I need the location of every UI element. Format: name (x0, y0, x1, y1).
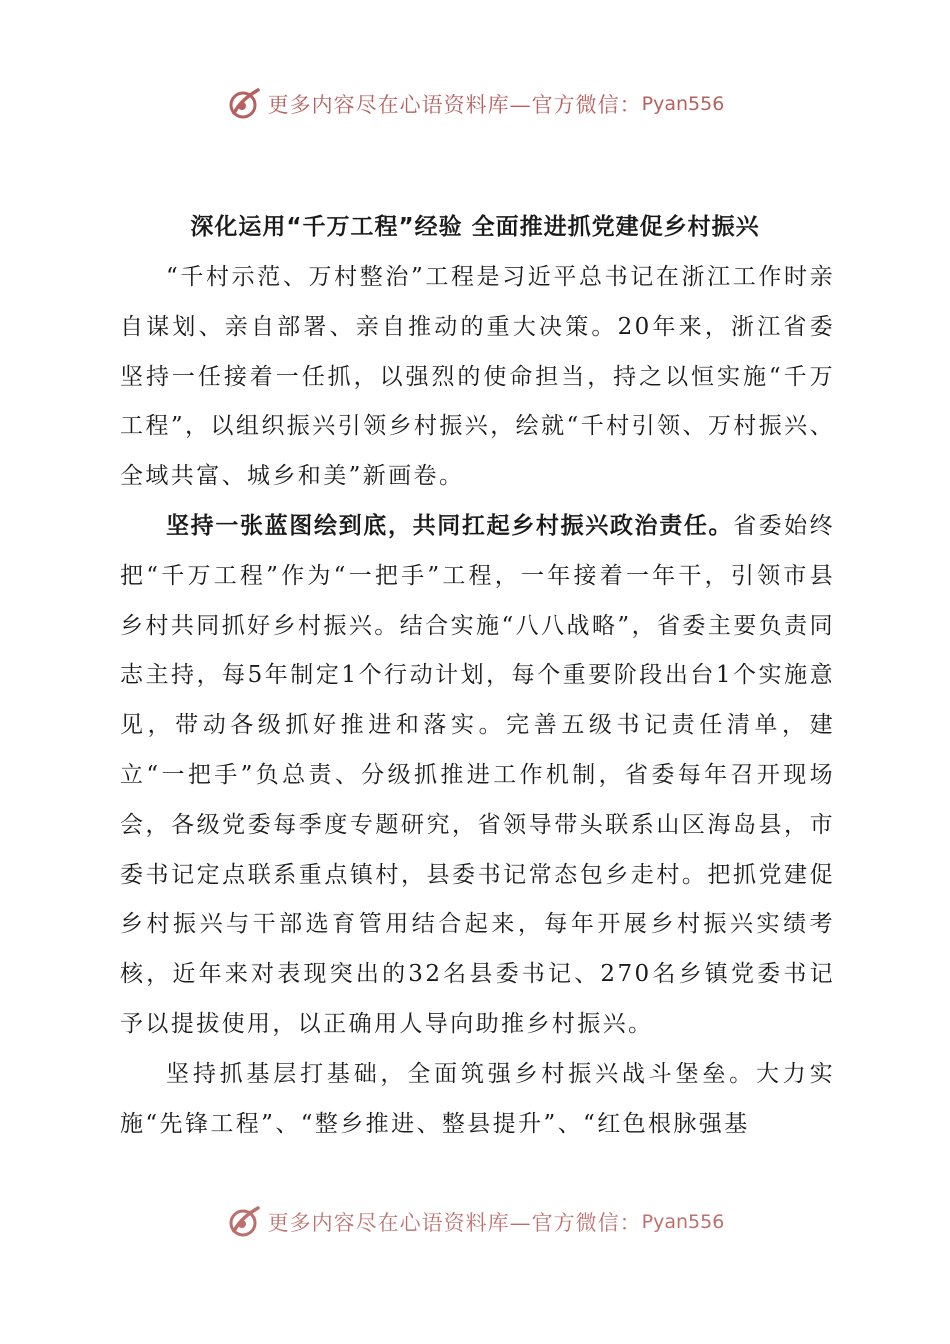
watermark-banner-top (0, 84, 950, 124)
brush-logo-icon (226, 86, 262, 122)
paragraph (120, 253, 835, 502)
paragraph-lead: 坚持一张蓝图绘到底，共同扛起乡村振兴政治责任。 (166, 512, 734, 539)
article-title: 深化运用“千万工程”经验 全面推进抓党建促乡村振兴 (190, 214, 760, 240)
article-body (120, 253, 835, 1149)
banner-wechat-id: Pyan556 (641, 93, 725, 115)
paragraph-text: “千村示范、万村整治”工程是习近平总书记在浙江工作时亲自谋划、亲自部署、亲自推动的重大决策。20年来，浙江省委坚持一任接着一任抓，以强烈的使命担当，持之以恒实施“千万工程”，以组织振兴引领乡村振兴，绘就“千村引领、万村振兴、全域共富、城乡和美”新画卷。 (120, 264, 835, 490)
brush-logo-icon (226, 1204, 262, 1240)
watermark-banner-bottom (0, 1202, 950, 1242)
paragraph-text: 省委始终把“千万工程”作为“一把手”工程，一年接着一年干，引领市县乡村共同抓好乡村振兴。结合实施“八八战略”，省委主要负责同志主持，每5年制定1个行动计划，每个重要阶段出台1个实施意见，带动各级抓好推进和落实。完善五级书记责任清单，建立“一把手”负总责、分级抓推进工作机制，省委每年召开现场会，各级党委每季度专题研究，省领导带头联系山区海岛县，市委书记定点联系重点镇村，县委书记常态包乡走村。把抓党建促乡村振兴与干部选育管用结合起来，每年开展乡村振兴实绩考核，近年来对表现突出的32名县委书记、270名乡镇党委书记予以提拔使用，以正确用人导向助推乡村振兴。 (120, 512, 835, 1037)
paragraph (120, 502, 835, 1050)
banner-wechat-id: Pyan556 (641, 1211, 725, 1233)
banner-text: 更多内容尽在心语资料库—官方微信： (267, 93, 642, 117)
paragraph-text: 坚持抓基层打基础，全面筑强乡村振兴战斗堡垒。大力实施“先锋工程”、“整乡推进、整县提升”、“红色根脉强基 (120, 1060, 835, 1137)
paragraph (120, 1050, 835, 1150)
banner-text: 更多内容尽在心语资料库—官方微信： (267, 1211, 642, 1235)
